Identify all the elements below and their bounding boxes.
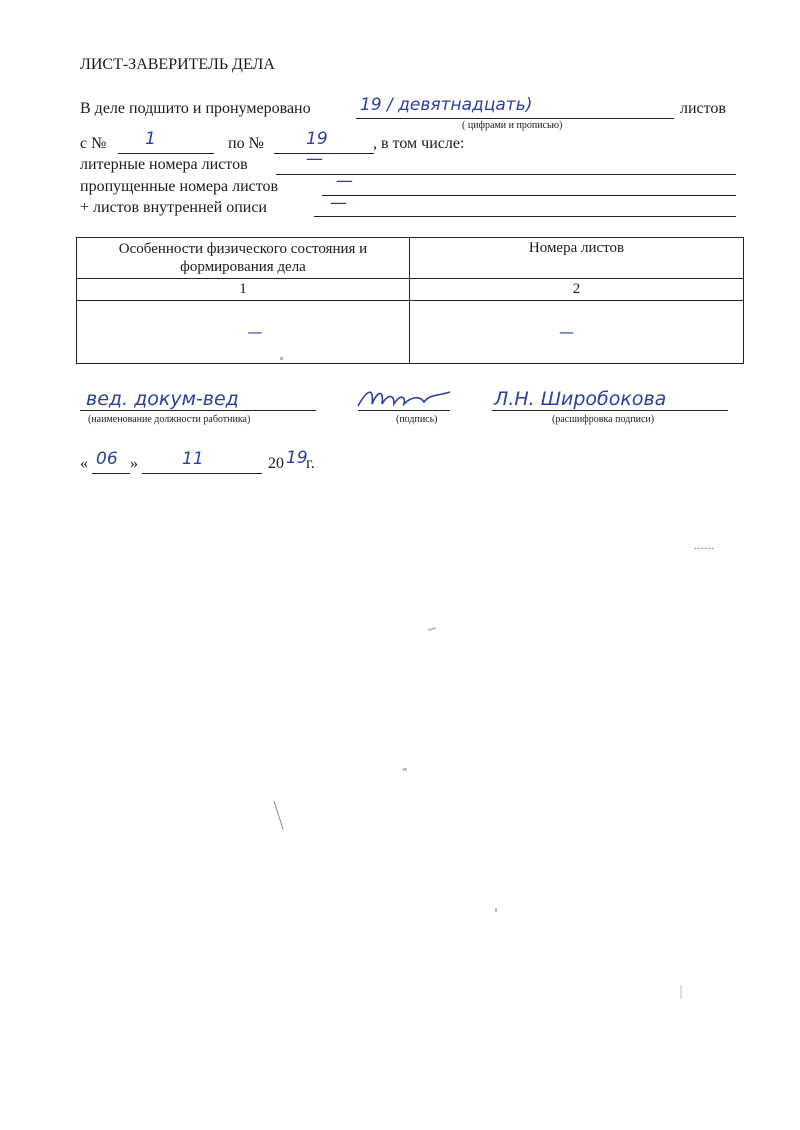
date-month: 11 <box>182 449 204 469</box>
inner-inventory-label: + листов внутренней описи <box>80 199 267 216</box>
date-day: 06 <box>96 449 118 469</box>
table-number-row <box>77 279 744 301</box>
scan-speck <box>428 627 436 632</box>
position-line <box>80 410 316 411</box>
table-header-sheets: Номера листов <box>410 238 744 279</box>
to-number-value: 19 <box>306 129 328 149</box>
date-day-line <box>92 473 130 474</box>
position-hint: (наименование должности работника) <box>88 414 251 425</box>
from-number-value: 1 <box>145 129 156 149</box>
to-number-label: по № <box>228 135 264 152</box>
from-number-line <box>118 153 214 154</box>
date-year-end: г. <box>306 455 315 472</box>
table-header-row <box>77 238 744 279</box>
date-year-prefix: 20 <box>268 455 284 472</box>
filed-count-value: 19 / девятнадцать) <box>360 95 533 115</box>
filed-count-hint: ( цифрами и прописью) <box>462 120 563 131</box>
position-value: вед. докум-вед <box>86 388 239 410</box>
missing-numbers-label: пропущенные номера листов <box>80 178 279 195</box>
sign-line <box>358 410 450 411</box>
date-close-quote: » <box>130 455 138 472</box>
table-col-number-1: 1 <box>77 279 410 301</box>
table-cell-sheets-value: — <box>559 322 574 341</box>
handwritten-signature <box>354 386 454 412</box>
physical-state-table <box>76 237 744 364</box>
filed-count-suffix: листов <box>680 100 726 117</box>
inner-inventory-value: — <box>330 193 347 213</box>
inner-inventory-line <box>314 216 736 217</box>
table-cell-state-value: — <box>247 322 263 341</box>
document-title: ЛИСТ-ЗАВЕРИТЕЛЬ ДЕЛА <box>80 56 275 73</box>
to-number-line <box>274 153 374 154</box>
filed-count-line <box>356 118 674 119</box>
scan-speck <box>495 908 497 912</box>
from-number-label: с № <box>80 135 107 152</box>
table-header-state: Особенности физического состояния и формирования дела <box>77 238 410 279</box>
filed-count-label: В деле подшито и пронумеровано <box>80 100 311 117</box>
date-year-suffix: 19 <box>286 448 308 468</box>
scan-speck <box>403 768 407 771</box>
date-month-line <box>142 473 262 474</box>
date-open-quote: « <box>80 455 88 472</box>
sign-hint: (подпись) <box>396 414 438 425</box>
letter-numbers-label: литерные номера листов <box>80 156 248 173</box>
decode-value: Л.Н. Широбокова <box>494 388 667 410</box>
missing-numbers-line <box>322 195 736 196</box>
decode-hint: (расшифровка подписи) <box>552 414 655 425</box>
scan-dots: ...... <box>694 541 715 552</box>
table-cell-sheets <box>410 301 744 364</box>
missing-numbers-value: — <box>336 171 353 191</box>
table-row <box>77 301 744 364</box>
scan-speck <box>273 801 283 830</box>
scan-speck <box>680 985 682 999</box>
table-cell-state <box>77 301 410 364</box>
decode-line <box>492 410 728 411</box>
scan-speck <box>280 357 283 360</box>
including-label: , в том числе: <box>373 135 465 152</box>
letter-numbers-value: — <box>306 149 323 169</box>
table-col-number-2: 2 <box>410 279 744 301</box>
